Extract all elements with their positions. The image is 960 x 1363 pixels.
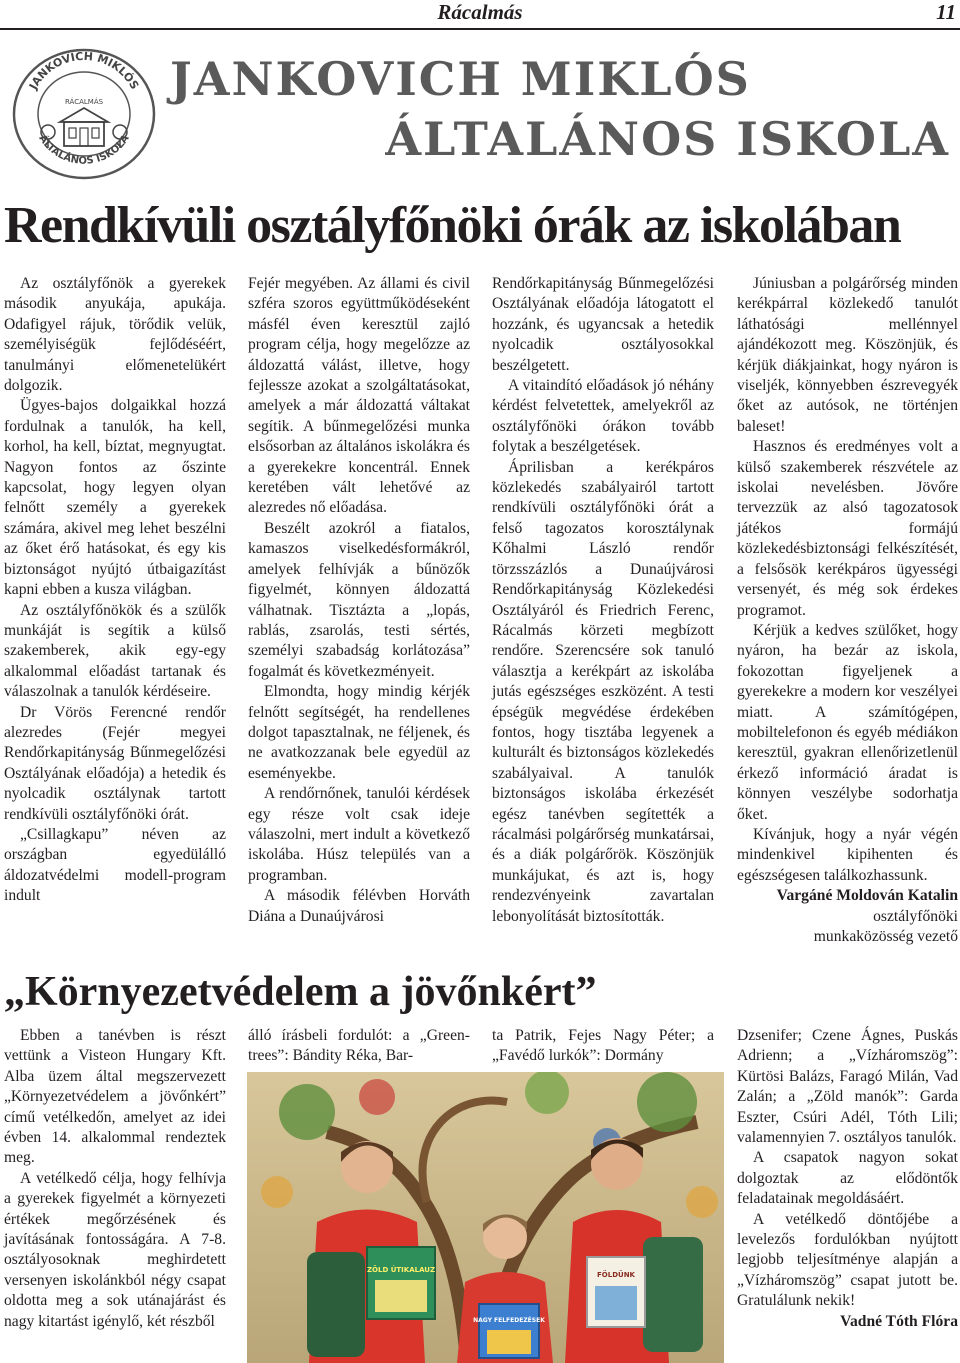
paragraph: álló írásbeli fordulót: a „Green-trees”: Bándity Réka, Bar-	[248, 1027, 470, 1065]
paragraph: Dzsenifer; Czene Ágnes, Puskás Adrienn; a „Vízháromszög”: Kürtösi Balázs, Faragó Milán, Vad Zalán; a „Zöld manók”: Garda Eszter, Csúri Adél, Tóth Lili; valamennyien 7. osztályos tanulók.	[737, 1027, 958, 1147]
book-title-2: NAGY FELFEDEZÉSEK	[473, 1317, 545, 1324]
article1-signature-role2: munkaközösség vezető	[813, 928, 958, 945]
article1-headline: Rendkívüli osztályfőnöki órák az iskolában	[4, 197, 901, 254]
article1-column-4	[737, 274, 958, 947]
paragraph: Kérjük a kedves szülőket, hogy nyáron, ha bezár az iskola, fokozottan figyeljenek a gyerekekre a modern kor veszélyei miatt. A számítógépen, mobiltelefonon és egyéb médiákon keresztül, gyakran ellenőrizetlenül érkező információ áradat is könnyen veszélybe sodorhatja őket.	[737, 621, 958, 823]
article1-column-1	[4, 274, 226, 907]
paragraph: A csapatok nagyon sokat dolgoztak az elődöntők feladatainak megoldásáért.	[737, 1149, 958, 1208]
paragraph: A vitaindító előadások jó néhány kérdést felvetettek, amelyekről az osztályfőnöki órákon tovább folytak a beszélgetések.	[492, 377, 714, 456]
article1-column-3	[492, 274, 714, 927]
logo-text-bottom: ÁLTALÁNOS ISKOLA	[36, 133, 132, 167]
page-number: 11	[936, 0, 956, 24]
article2-column-1	[4, 1026, 226, 1332]
paragraph: Az osztályfőnökök és a szülők munkáját is segítik a külső szakemberek, akik egy-egy alkalommal előadást tartanak és válaszolnak a tanulók kérdéseire.	[4, 601, 226, 701]
header-rule	[0, 28, 960, 30]
article1-signature-role1: osztályfőnöki	[873, 907, 958, 925]
logo-text-top: JANKOVICH MIKLÓS	[26, 49, 142, 92]
paragraph: Ügyes-bajos dolgaikkal hozzá fordulnak a tanulók, ha kell, korhol, ha kell, bíztat, megnyugtat. Nagyon fontos az őszinte kapcsolat, hogy legyen olyan felnőtt személy a gyerekek számára, akivel meg lehet beszélni az őket érő hatásokat, és egy kis biztonságot nyújtó útbaigazítást kapni ebben a kusza világban.	[4, 397, 226, 599]
paragraph: Júniusban a polgárőrség minden kerékpárral közlekedő tanulót láthatósági mellénnyel ajándékozott meg. Köszönjük, és kérjük diákjainkat, hogy nyáron is viseljék, könnyebben észrevegyék őket az autósok, ne történjen baleset!	[737, 275, 958, 435]
article1-signature-name: Vargáné Moldován Katalin	[776, 887, 958, 905]
paragraph: „Csillagkapu” néven az országban egyedülálló áldozatvédelmi modell-program indult	[4, 825, 226, 905]
paragraph: Az osztályfőnök a gyerekek második anyukája, apukája. Odafigyel rájuk, törődik velük, személyiségük fejlődéséért, tanulmányi előmenetelükért dolgozik.	[4, 275, 226, 395]
paragraph: Kívánjuk, hogy a nyár végén mindenkivel kipihenten és egészségesen találkozhassunk.	[737, 825, 958, 884]
paragraph: Beszélt azokról a fiatalos, kamaszos viselkedésformákról, amelyek felhívják a bűnözők figyelmét, könnyen áldozattá válhatnak. Tisztázta a „lopás, rablás, zsarolás, testi sértés, személyi szabadság korlátozása” fogalmát és következményeit.	[248, 519, 470, 680]
book-title-1: ZÖLD ÚTIKALAUZ	[366, 1266, 436, 1274]
article1-column-2	[248, 274, 470, 927]
paragraph: A rendőrnőnek, tanulói kérdések egy része volt csak ideje válaszolni, mert indult a következő iskolába. Húsz település van a programban.	[248, 785, 470, 884]
school-name-banner	[170, 52, 950, 182]
paragraph: Dr Vörös Ferencné rendőr alezredes (Fejér megyei Rendőrkapitányság Bűnmegelőzési Osztályának előadója) a hetedik és nyolcadik osztálynak tartott rendkívüli osztályfőnöki órát.	[4, 703, 226, 823]
paragraph: A vetélkedő döntőjébe a levelezős fordulókban nyújtott legjobb teljesítménye alapján a „Vízháromszög” csapat jutott be. Gratulálunk nekik!	[737, 1210, 958, 1310]
paragraph: A második félévben Horváth Diána a Dunaújvárosi	[248, 887, 470, 925]
paragraph: Ebben a tanévben is részt vettünk a Visteon Hungary Kft. Alba üzem által megszervezett „Környezetvédelem a jövőnkért” című vetélkedőn, amelyet az idei évben 14. alkalommal rendeztek meg.	[4, 1027, 226, 1167]
paragraph: Hasznos és eredményes volt a külső szakemberek részvétele az iskolai nevelésben. Jövőre tervezzük az alsó tagozatosok játékos formájú közlekedésbiztonsági felkészítését, a felsősök kerékpáros ügyességi versenyét, és még sok érdekes programot.	[737, 438, 958, 619]
paragraph: Áprilisban a kerékpáros közlekedés szabályairól tartott rendkívüli osztályfőnöki órát a felső tagozatos korosztálynak Kőhalmi László rendőr törzsszázlós a Dunaújvárosi Rendőrkapitányság Közlekedési Osztályáról és Friedrich Ferenc, Rácalmás körzeti megbízott rendőre. Szerencsére sok tanuló választja a kerékpárt az iskolába jutás egészséges eszközént. A testi épségük megvédése érdekében fontos, hogy tisztába legyenek a kulturált és biztonságos közlekedés szabályaival. A tanulók biztonságos iskolába érkezését egész tanévben segítették a rácalmási polgárőrség munkatársai, és a diák polgárőrök. Köszönjük munkájukat, és azt is, hogy rendezvényeink zavartalan lebonyolítását biztosították.	[492, 458, 714, 925]
article2-column-3	[492, 1026, 714, 1067]
logo-text-center: RÁCALMÁS	[64, 98, 104, 106]
paragraph: Fejér megyében. Az állami és civil szféra szoros együttműködéseként másfél éven keresztül zajló program célja, hogy megelőzze az áldozattá válást, illetve, hogy fejlessze azokat a szolgáltatásokat, amelyek a már áldozattá váltakat segítik. A bűnmegelőzési munka elsősorban az általános iskolákra és a gyerekekre koncentrál. Ennek keretében vált lehetővé az alezredes nő előadása.	[248, 275, 470, 517]
article2-headline: „Környezetvédelem a jövőnkért”	[4, 969, 597, 1015]
article2-column-4	[737, 1026, 958, 1332]
article2-signature: Vadné Tóth Flóra	[840, 1312, 958, 1330]
school-name-line1: JANKOVICH MIKLÓS	[170, 52, 751, 106]
students-photo	[247, 1072, 724, 1363]
paragraph: ta Patrik, Fejes Nagy Péter; a „Favédő lurkók”: Dormány	[492, 1027, 714, 1065]
book-title-3: FÖLDÜNK	[597, 1271, 635, 1279]
paragraph: A vetélkedő célja, hogy felhívja a gyerekek figyelmét a környezeti értékek megőrzésének és javításának fontosságára. A 7-8. osztályosoknak meghirdetett versenyen iskolánkból négy csapat oldotta meg a sok utánajárást és nagy kitartást igénylő, két részből	[4, 1169, 226, 1330]
school-logo	[8, 42, 160, 182]
school-name-line2: ÁLTALÁNOS ISKOLA	[385, 112, 950, 166]
paragraph: Elmondta, hogy mindig kérjék felnőtt segítségét, ha rendellenes dolgot tapasztalnak, ne féljenek, és ne avatkozzanak bele egyedül az eseményekbe.	[248, 683, 470, 782]
paragraph: Rendőrkapitányság Bűnmegelőzési Osztályának előadója látogatott el hozzánk, és ugyancsak a hetedik nyolcadik osztályosokkal beszélgetett.	[492, 275, 714, 374]
town-name: Rácalmás	[437, 0, 523, 24]
article2-column-2	[248, 1026, 470, 1067]
page-header	[0, 0, 960, 30]
